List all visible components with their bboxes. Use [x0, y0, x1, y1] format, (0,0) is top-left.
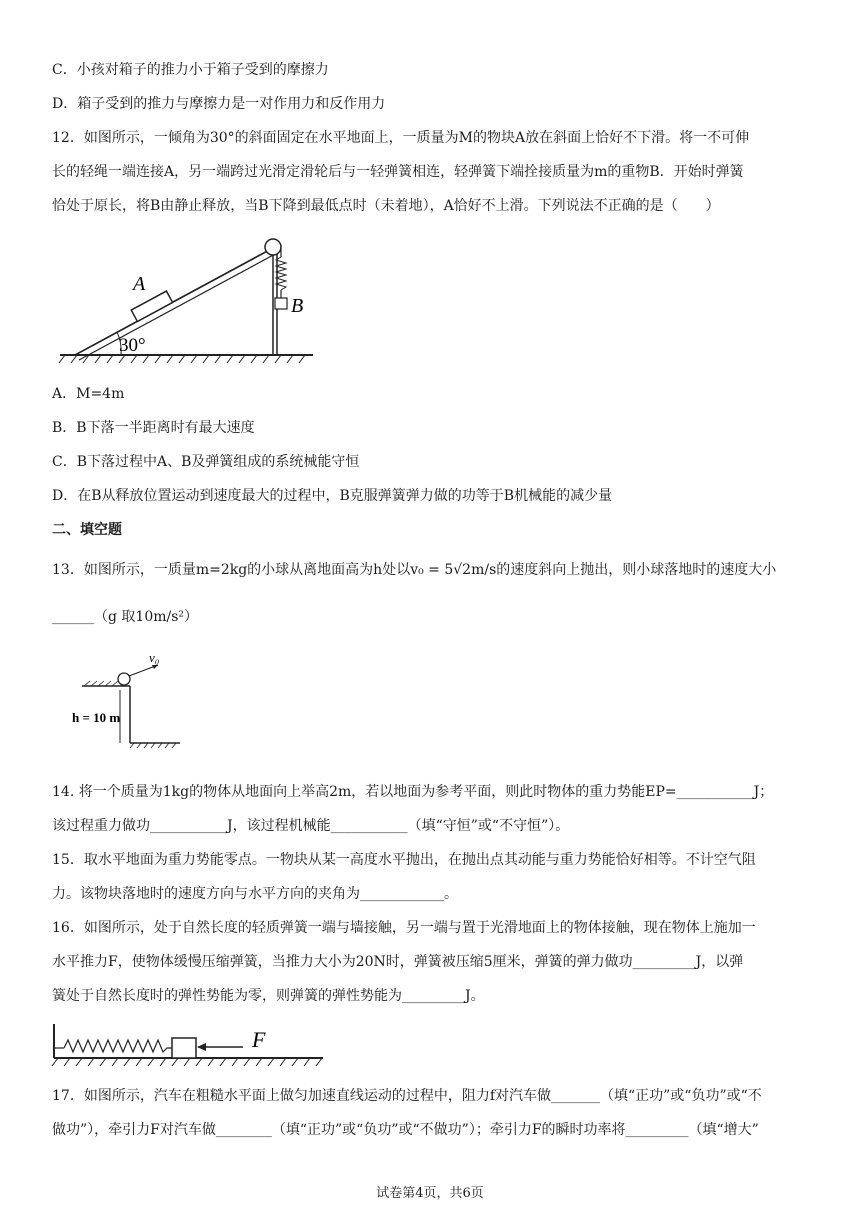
q13-stem-line2: ______（g 取10m/s²） — [52, 609, 199, 625]
q12-stem-line3: 恰处于原长，将B由静止释放，当B下降到最低点时（未着地），A恰好不上滑。下列说法不正确的是（ ） — [52, 198, 720, 214]
incline-pulley-figure — [55, 232, 315, 367]
label-height: h = 10 m — [72, 710, 121, 725]
q12-stem-line2: 长的轻绳一端连接A，另一端跨过光滑定滑轮后与一轻弹簧相连，轻弹簧下端拴接质量为m的重物B．开始时弹簧 — [52, 164, 744, 180]
page-footer: 试卷第4页，共6页 — [376, 1186, 484, 1201]
q15-stem-line2: 力。该物块落地时的速度方向与水平方向的夹角为____________。 — [52, 886, 458, 902]
q12-stem-line1: 12．如图所示，一倾角为30°的斜面固定在水平地面上，一质量为M的物块A放在斜面上恰好不下滑。将一不可伸 — [52, 130, 750, 146]
q12-option-d: D．在B从释放位置运动到速度最大的过程中，B克服弹簧弹力做的功等于B机械能的减少量 — [52, 488, 613, 504]
label-force-f: F — [252, 1027, 266, 1052]
q14-stem-line1: 14. 将一个质量为1kg的物体从地面向上举高2m，若以地面为参考平面，则此时物体的重力势能EP=___________J； — [52, 784, 774, 800]
q15-stem-line1: 15．取水平地面为重力势能零点。一物块从某一高度水平抛出，在抛出点其动能与重力势能恰好相等。不计空气阻 — [52, 852, 756, 868]
q13-stem-line1: 13．如图所示，一质量m=2kg的小球从离地面高为h处以v₀ = 5√2m/s的速度斜向上抛出，则小球落地时的速度大小 — [52, 562, 777, 578]
q17-stem-line2: 做功”），牵引力F对汽车做________（填“正功”或“负功”或“不做功”）；牵引力F的瞬时功率将_________（填“增大” — [52, 1122, 759, 1138]
label-block-a: A — [133, 273, 146, 295]
label-block-b: B — [291, 295, 304, 317]
q16-stem-line1: 16．如图所示，处于自然长度的轻质弹簧一端与墙接触，另一端与置于光滑地面上的物体接触，现在物体上施加一 — [52, 920, 756, 936]
projectile-figure — [60, 648, 190, 753]
q14-stem-line2: 该过程重力做功___________J，该过程机械能___________（填“守恒”或“不守恒”）。 — [52, 818, 570, 834]
q12-option-c: C．B下落过程中A、B及弹簧组成的系统械能守恒 — [52, 454, 360, 470]
spring-block-figure — [48, 1020, 333, 1072]
section-fill-in-title: 二、填空题 — [52, 522, 122, 538]
q11-option-d: D．箱子受到的推力与摩擦力是一对作用力和反作用力 — [52, 96, 386, 112]
label-v0: v₀ — [149, 650, 160, 665]
q12-option-a: A．M=4m — [52, 386, 125, 402]
q16-stem-line2: 水平推力F，使物体缓慢压缩弹簧，当推力大小为20N时，弹簧被压缩5厘米，弹簧的弹力做功_________J，以弹 — [52, 954, 744, 970]
q16-stem-line3: 簧处于自然长度时的弹性势能为零，则弹簧的弹性势能为_________J。 — [52, 988, 485, 1004]
q17-stem-line1: 17．如图所示，汽车在粗糙水平面上做匀加速直线运动的过程中，阻力f对汽车做_______（填“正功”或“负功”或“不 — [52, 1088, 762, 1104]
label-angle: 30° — [119, 335, 146, 356]
q11-option-c: C．小孩对箱子的推力小于箱子受到的摩擦力 — [52, 62, 329, 78]
q12-option-b: B．B下落一半距离时有最大速度 — [52, 420, 255, 436]
